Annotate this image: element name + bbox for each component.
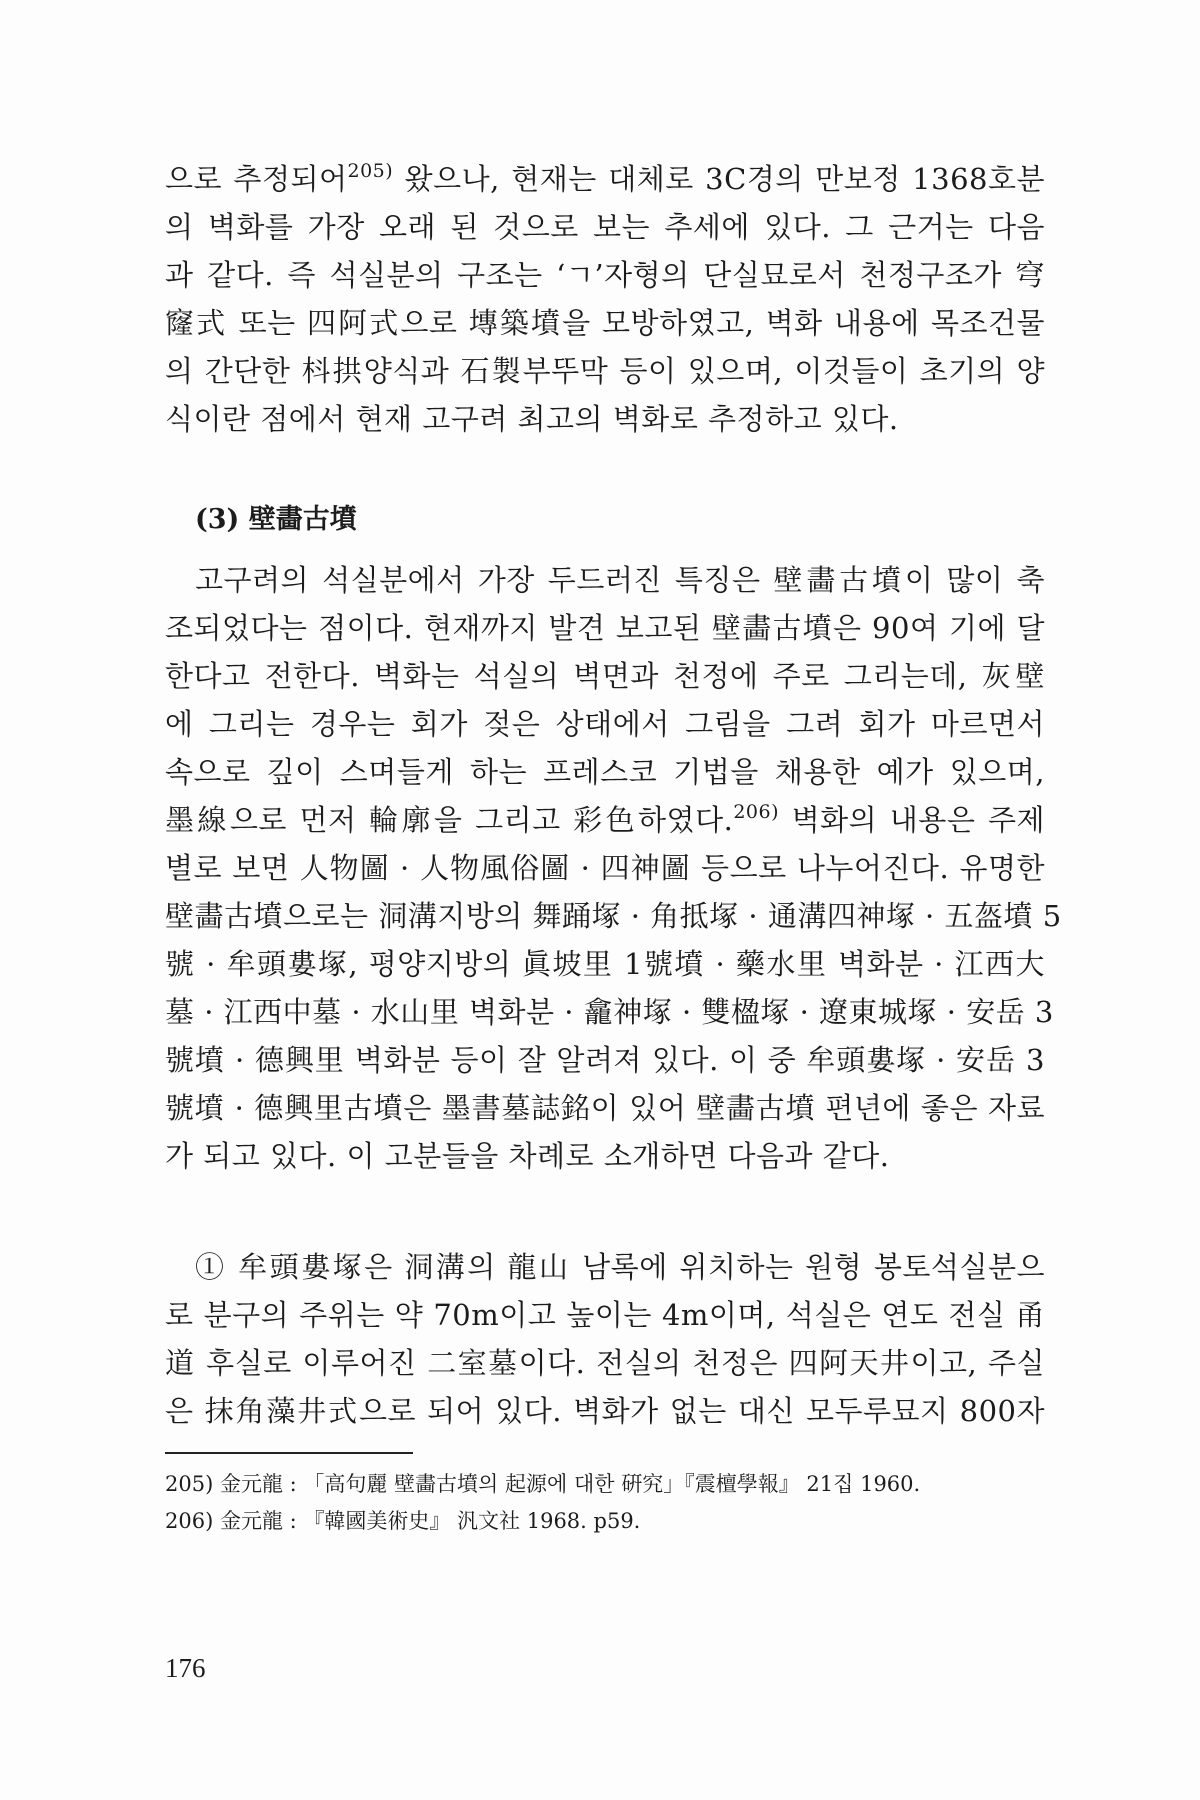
footnote-divider <box>165 1452 413 1454</box>
text-line: 속으로 깊이 스며들게 하는 프레스코 기법을 채용한 예가 있으며, <box>165 755 1045 789</box>
text-line: 로 분구의 주위는 약 70m이고 높이는 4m이며, 석실은 연도 전실 甬 <box>165 1298 1045 1332</box>
text-line: 가 되고 있다. 이 고분들을 차례로 소개하면 다음과 같다. <box>165 1139 890 1173</box>
paragraph-intro <box>165 155 1045 443</box>
text-line: 식이란 점에서 현재 고구려 최고의 벽화로 추정하고 있다. <box>165 402 899 436</box>
text-line: 한다고 전한다. 벽화는 석실의 벽면과 천정에 주로 그리는데, 灰壁 <box>165 659 1045 693</box>
text-line: 의 벽화를 가장 오래 된 것으로 보는 추세에 있다. 그 근거는 다음 <box>165 210 1045 244</box>
footnote-205: 205) 金元龍 : 「高句麗 壁畵古墳의 起源에 대한 硏究」『震檀學報』 21집 1960. <box>165 1472 921 1496</box>
text-line: ① 牟頭婁塚은 洞溝의 龍山 남록에 위치하는 원형 봉토석실분으 <box>195 1250 1045 1284</box>
paragraph-mogu-tomb <box>165 1243 1045 1435</box>
text-line: 號 · 牟頭婁塚, 평양지방의 眞坡里 1號墳 · 藥水里 벽화분 · 江西大 <box>165 947 1045 981</box>
section-heading: (3) 壁畵古墳 <box>195 504 357 535</box>
text-line: 墨線으로 먼저 輪廓을 그리고 彩色하였다.$^{206)}$ 벽화의 내용은 주제 <box>165 801 1045 837</box>
text-line: 窿式 또는 四阿式으로 塼築墳을 모방하였고, 벽화 내용에 목조건물 <box>165 306 1045 340</box>
paragraph-mural-tombs <box>165 556 1062 1180</box>
page-number: 176 <box>165 1653 206 1683</box>
text-line: 號墳 · 德興里古墳은 墨書墓誌銘이 있어 壁畵古墳 편년에 좋은 자료 <box>165 1091 1045 1125</box>
footnote-ref-206[interactable]: 206) <box>733 801 779 823</box>
text-line: 조되었다는 점이다. 현재까지 발견 보고된 壁畵古墳은 90여 기에 달 <box>165 611 1045 645</box>
text-line: 의 간단한 枓拱양식과 石製부뚜막 등이 있으며, 이것들이 초기의 양 <box>165 354 1045 388</box>
text-line: 道 후실로 이루어진 二室墓이다. 전실의 천정은 四阿天井이고, 주실 <box>165 1346 1045 1380</box>
footnote-206: 206) 金元龍 : 『韓國美術史』 汎文社 1968. p59. <box>165 1509 641 1533</box>
text-line: 壁畵古墳으로는 洞溝지방의 舞踊塚 · 角抵塚 · 通溝四神塚 · 五盔墳 5 <box>165 899 1062 933</box>
text-line: 號墳 · 德興里 벽화분 등이 잘 알려져 있다. 이 중 牟頭婁塚 · 安岳 3 <box>165 1043 1045 1077</box>
text-line: 墓 · 江西中墓 · 水山里 벽화분 · 龕神塚 · 雙楹塚 · 遼東城塚 · 安岳 3 <box>165 995 1054 1029</box>
text-line: 고구려의 석실분에서 가장 두드러진 특징은 壁畵古墳이 많이 축 <box>195 563 1045 597</box>
footnote-ref-205[interactable]: 205) <box>347 160 394 182</box>
text-line: 별로 보면 人物圖 · 人物風俗圖 · 四神圖 등으로 나누어진다. 유명한 <box>165 851 1045 885</box>
text-line: 과 같다. 즉 석실분의 구조는 ‘ㄱ’자형의 단실묘로서 천정구조가 穹 <box>165 258 1045 292</box>
text-line: 에 그리는 경우는 회가 젖은 상태에서 그림을 그려 회가 마르면서 <box>165 707 1045 741</box>
text-line: 으로 추정되어$^{205)}$ 왔으나, 현재는 대체로 3C경의 만보정 1368호분 <box>165 160 1045 196</box>
text-line: 은 抹角藻井式으로 되어 있다. 벽화가 없는 대신 모두루묘지 800자 <box>165 1394 1045 1428</box>
footnotes <box>165 1466 1045 1540</box>
